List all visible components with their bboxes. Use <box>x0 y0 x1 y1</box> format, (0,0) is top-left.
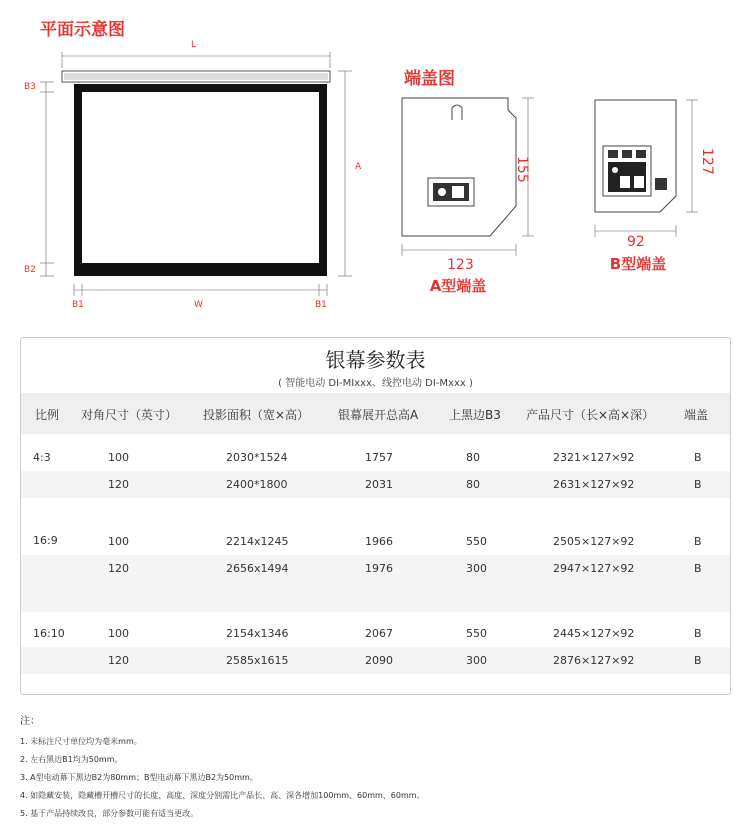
cell-top-border: 80 <box>466 451 480 464</box>
diagram-area <box>0 0 750 320</box>
cell-diagonal: 120 <box>108 654 129 667</box>
cell-diagonal: 100 <box>108 627 129 640</box>
cell-area: 2154x1346 <box>226 627 289 640</box>
cell-area: 2030*1524 <box>226 451 288 464</box>
header-product-size: 产品尺寸（长×高×深） <box>526 408 655 422</box>
endcap-a-width: 123 <box>447 257 474 273</box>
label-a: A <box>355 162 362 172</box>
header-top-border: 上黑边B3 <box>449 408 501 422</box>
cell-diagonal: 100 <box>108 535 129 548</box>
table-row <box>21 555 730 582</box>
cell-area: 2585x1615 <box>226 654 289 667</box>
note-item: 4. 如隐藏安装，隐藏槽开槽尺寸的长度、高度、深度分别需比产品长、高、深各增加100mm、60mm、60mm。 <box>20 791 425 800</box>
table-row <box>21 528 730 555</box>
table-row <box>21 444 730 471</box>
cell-product-size: 2876×127×92 <box>553 654 635 667</box>
cell-product-size: 2947×127×92 <box>553 562 635 575</box>
group-ratio: 16:10 <box>33 627 65 640</box>
cell-endcap: B <box>694 535 702 548</box>
cell-total-height: 1976 <box>365 562 393 575</box>
cell-endcap: B <box>694 562 702 575</box>
label-w: W <box>194 300 203 310</box>
cell-diagonal: 120 <box>108 478 129 491</box>
cell-top-border: 550 <box>466 627 487 640</box>
cell-area: 2214x1245 <box>226 535 289 548</box>
label-b2: B2 <box>24 265 36 275</box>
endcap-b-height: 127 <box>699 148 715 175</box>
cell-endcap: B <box>694 654 702 667</box>
header-diagonal: 对角尺寸（英寸） <box>81 408 178 422</box>
note-item: 5. 基于产品持续改良，部分参数可能有适当更改。 <box>20 809 199 818</box>
param-table <box>20 337 731 695</box>
label-l: L <box>191 40 197 50</box>
table-header <box>21 393 730 434</box>
notes-section <box>20 712 730 825</box>
cell-product-size: 2505×127×92 <box>553 535 635 548</box>
group-ratio: 4:3 <box>33 451 51 464</box>
cell-top-border: 300 <box>466 654 487 667</box>
table-row <box>21 647 730 674</box>
cell-top-border: 300 <box>466 562 487 575</box>
table-spacer-row <box>21 582 730 612</box>
header-area: 投影面积（宽×高） <box>203 408 310 422</box>
label-b1-left: B1 <box>72 300 84 310</box>
table-row <box>21 620 730 647</box>
plan-title: 平面示意图 <box>40 20 125 40</box>
cell-area: 2656x1494 <box>226 562 289 575</box>
cell-endcap: B <box>694 451 702 464</box>
label-b1-right: B1 <box>315 300 327 310</box>
cell-top-border: 80 <box>466 478 480 491</box>
cell-diagonal: 120 <box>108 562 129 575</box>
table-subtitle: ( 智能电动 DI-MIxxx、线控电动 DI-Mxxx ) <box>278 378 473 389</box>
cell-total-height: 1757 <box>365 451 393 464</box>
cell-area: 2400*1800 <box>226 478 288 491</box>
endcap-a-caption: A型端盖 <box>429 277 487 295</box>
cell-product-size: 2445×127×92 <box>553 627 635 640</box>
cell-total-height: 2090 <box>365 654 393 667</box>
notes-heading: 注： <box>20 716 40 727</box>
endcap-b-width: 92 <box>627 234 645 250</box>
endcap-a-height: 155 <box>514 156 530 183</box>
header-total-height: 银幕展开总高A <box>338 408 419 422</box>
table-title: 银幕参数表 <box>325 348 426 372</box>
header-endcap: 端盖 <box>684 408 709 422</box>
note-item: 1. 未标注尺寸单位均为毫米mm。 <box>20 737 142 746</box>
cell-product-size: 2321×127×92 <box>553 451 635 464</box>
cell-total-height: 2031 <box>365 478 393 491</box>
cell-total-height: 2067 <box>365 627 393 640</box>
cell-diagonal: 100 <box>108 451 129 464</box>
header-ratio: 比例 <box>35 408 60 422</box>
table-row <box>21 471 730 498</box>
note-item: 3. A型电动幕下黑边B2为80mm；B型电动幕下黑边B2为50mm。 <box>20 773 258 782</box>
cell-product-size: 2631×127×92 <box>553 478 635 491</box>
cell-total-height: 1966 <box>365 535 393 548</box>
endcap-b-caption: B型端盖 <box>609 255 667 273</box>
cell-top-border: 550 <box>466 535 487 548</box>
label-b3: B3 <box>24 82 36 92</box>
cell-endcap: B <box>694 478 702 491</box>
endcap-title: 端盖图 <box>404 69 455 89</box>
note-item: 2. 左右黑边B1均为50mm。 <box>20 755 123 764</box>
cell-endcap: B <box>694 627 702 640</box>
group-ratio: 16:9 <box>33 534 58 547</box>
